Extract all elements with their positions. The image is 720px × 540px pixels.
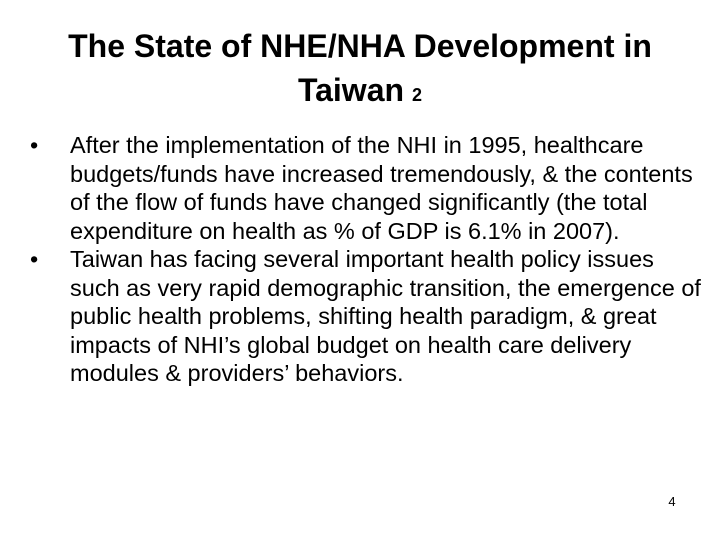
bullet-text: After the implementation of the NHI in 1995, healthcare budgets/funds have increased tremendously, & the contents of the flow of funds have changed significantly (the total expenditure on health as % of GDP is 6.1% in 2007). [70,132,693,244]
page-number: 4 [668,494,676,509]
bullet-dot-icon: • [30,132,39,158]
bullet-list [30,131,710,388]
bullet-dot-icon: • [30,246,39,272]
bullet-item [30,131,710,245]
bullet-text: Taiwan has facing several important health policy issues such as very rapid demographic transition, the emergence of public health problems, shifting health paradigm, & great impacts of NHI’s global budget on health care delivery modules & providers’ behaviors. [70,246,701,386]
slide-title-suffix: 2 [412,85,423,105]
bullet-item [30,245,710,388]
slide-title-text: The State of NHE/NHA Development in Taiwan [68,28,652,108]
slide-title [30,24,690,117]
